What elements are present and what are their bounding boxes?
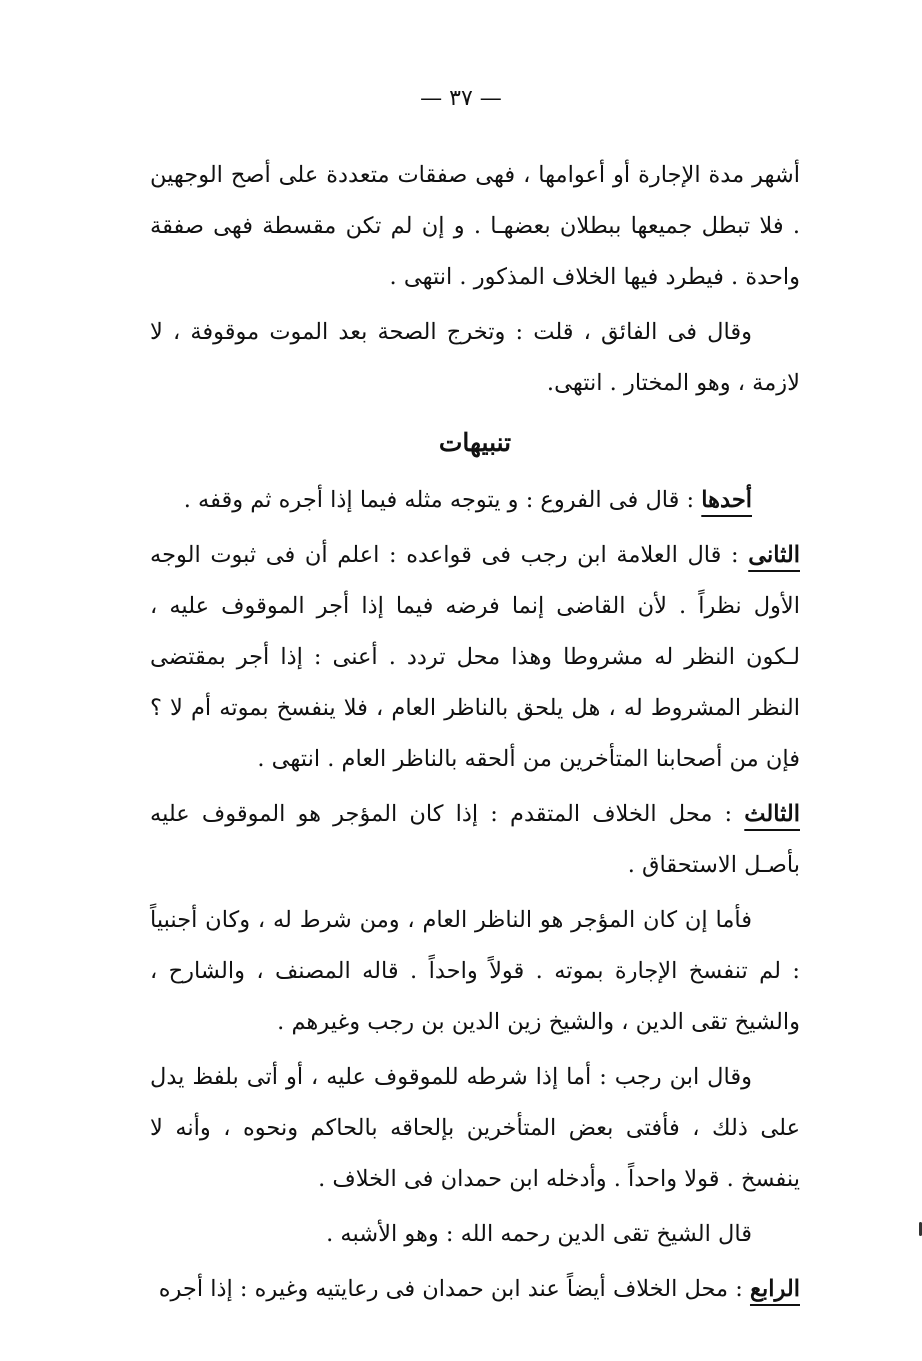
paragraph: قال الشيخ تقى الدين رحمه الله : وهو الأشبه . — [326, 1221, 752, 1247]
paragraph: وقال فى الفائق ، قلت : وتخرج الصحة بعد الموت موقوفة ، لا لازمة ، وهو المختار . انتهى. — [150, 319, 800, 396]
note-paragraph — [150, 475, 800, 526]
note-text: : قال فى الفروع : و يتوجه مثله فيما إذا أجره ثم وقفه . — [183, 487, 702, 513]
note-text: : محل الخلاف أيضاً عند ابن حمدان فى رعايتيه وغيره : إذا أجره — [158, 1276, 750, 1302]
note-paragraph — [150, 789, 800, 891]
note-lead: الثالث — [744, 801, 800, 827]
note-text: : محل الخلاف المتقدم : إذا كان المؤجر هو الموقوف عليه بأصـل الاستحقاق . — [150, 801, 800, 878]
paragraph: فأما إن كان المؤجر هو الناظر العام ، ومن شرط له ، وكان أجنبياً : لم تنفسخ الإجارة بموته . قولاً واحداً . قاله المصنف ، والشارح ، والشيخ تقى الدين ، والشيخ زين الدين بن رجب وغيرهم . — [150, 907, 800, 1035]
note-text: : قال العلامة ابن رجب فى قواعده : اعلم أن فى ثبوت الوجه الأول نظراً . لأن القاضى إنما فرضه فيما إذا أجر الموقوف عليه ، لـكون النظر له مشروطا وهذا محل تردد . أعنى : إذا أجر بمقتضى النظر المشروط له ، هل يلحق بالناظر العام ، فلا ينفسخ بموته أم لا ؟ فإن من أصحابنا المتأخرين من ألحقه بالناظر العام . انتهى . — [150, 542, 800, 772]
paragraph: أشهر مدة الإجارة أو أعوامها ، فهى صفقات متعددة على أصح الوجهين . فلا تبطل جميعها ببطلان بعضهـا . و إن لم تكن مقسطة فهى صفقة واحدة . فيطرد فيها الخلاف المذكور . انتهى . — [150, 162, 800, 290]
paragraph: وقال ابن رجب : أما إذا شرطه للموقوف عليه ، أو أتى بلفظ يدل على ذلك ، فأفتى بعض المتأخرين بإلحاقه بالحاكم ونحوه ، وأنه لا ينفسخ . قولا واحداً . وأدخله ابن حمدان فى الخلاف . — [150, 1064, 800, 1192]
note-lead: الثانى — [748, 542, 800, 568]
note-paragraph — [150, 530, 800, 785]
note-paragraph — [150, 1264, 800, 1315]
page-number: — ٣٧ — — [420, 86, 502, 111]
note-lead: أحدها — [701, 487, 752, 513]
section-heading: تنبيهات — [438, 428, 512, 457]
note-lead: الرابع — [749, 1276, 800, 1302]
page-body — [150, 150, 800, 1319]
